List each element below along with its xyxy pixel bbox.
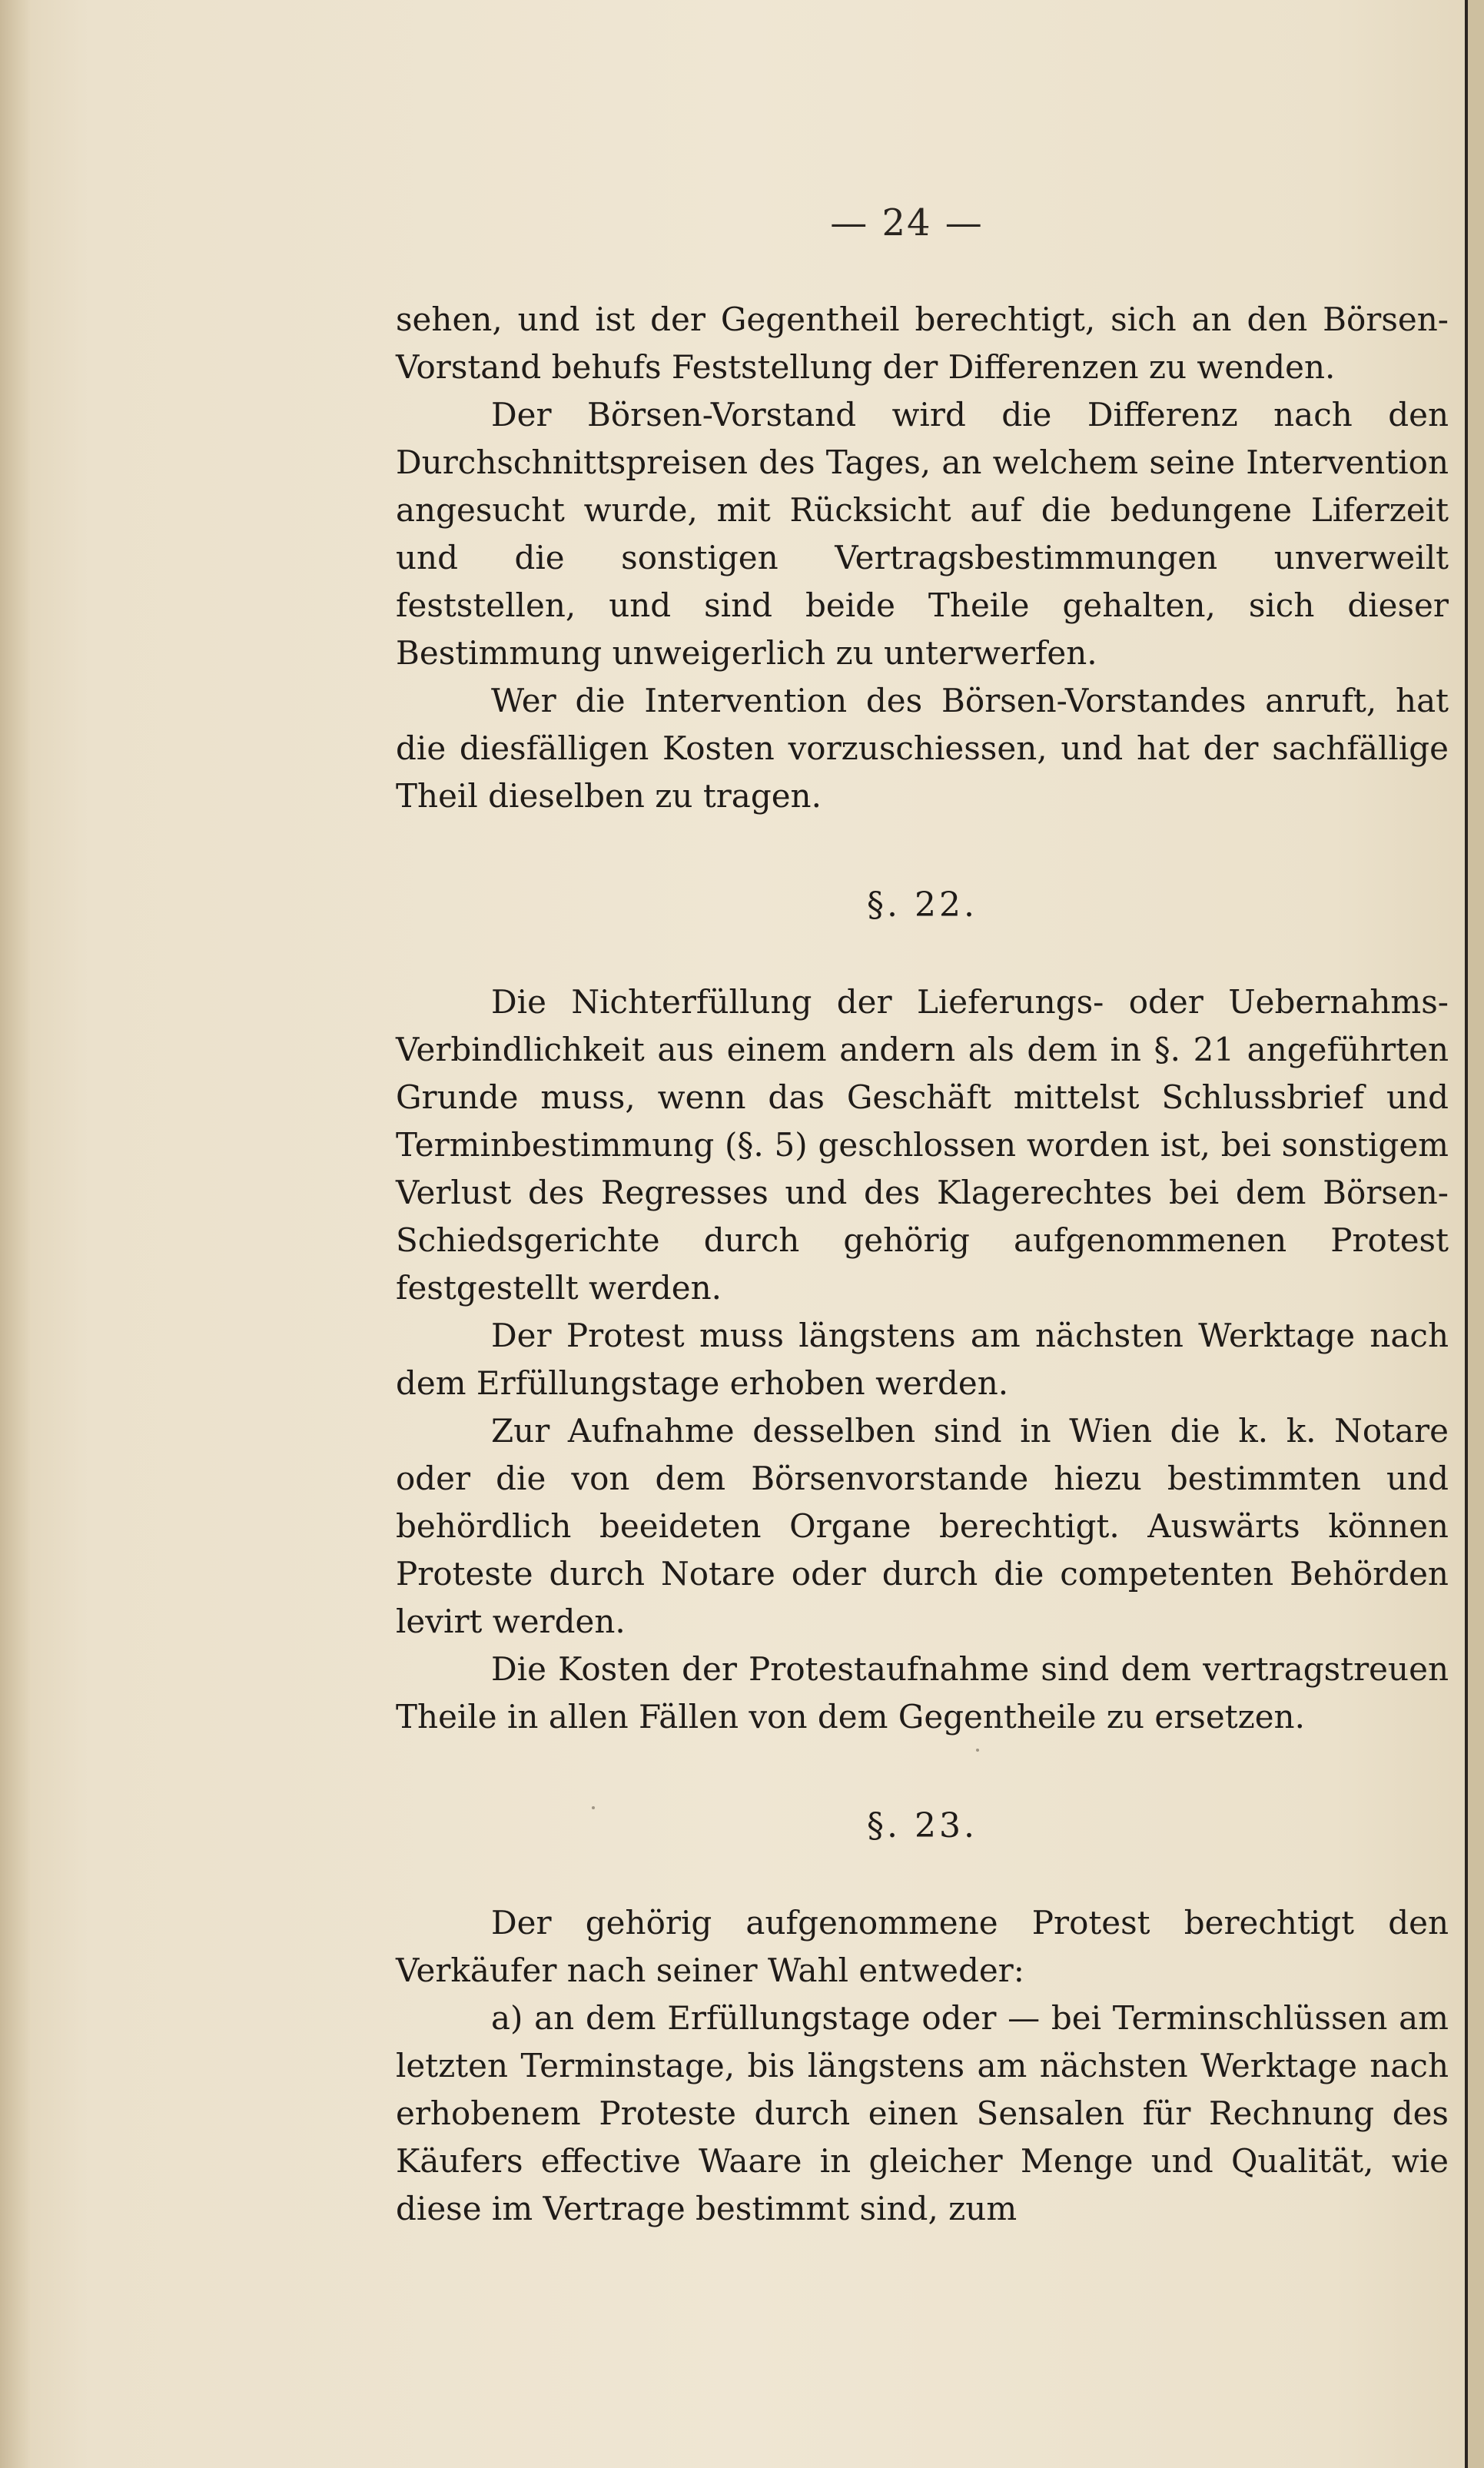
page-number: — 24 — [830, 201, 984, 244]
paragraph: a) an dem Erfüllungstage oder — bei Terminschlüssen am letzten Terminstage, bis längstens am nächsten Werktage nach erhobenem Proteste durch einen Sensalen für Rechnung des Käufers effective Waare in gleicher Menge und Qualität, wie diese im Vertrage bestimmt sind, zum [396, 1999, 1449, 2227]
section-heading: §. 23. [867, 1806, 978, 1845]
paragraph: Wer die Intervention des Börsen-Vorstandes anruft, hat die diesfälligen Kosten vorzuschiessen, und hat der sachfällige Theil dieselben zu tragen. [396, 682, 1449, 815]
paragraph: sehen, und ist der Gegentheil berechtigt, sich an den Börsen-Vorstand behufs Feststellung der Differenzen zu wenden. [396, 301, 1449, 386]
paper-speck [976, 1749, 979, 1752]
paragraph: Der Protest muss längstens am nächsten Werktage nach dem Erfüllungstage erhoben werden. [396, 1317, 1449, 1402]
show-through-left [46, 400, 338, 630]
paper-speck [592, 1806, 595, 1809]
paragraph: Die Nichterfüllung der Lieferungs- oder Uebernahms-Verbindlichkeit aus einem andern als dem in §. 21 angeführten Grunde muss, wenn das Geschäft mittelst Schlussbrief und Terminbestimmung (§. 5) geschlossen worden ist, bei sonstigem Verlust des Regresses und des Klagerechtes bei dem Börsen-Schiedsgerichte durch gehörig aufgenommenen Protest festgestellt werden. [396, 983, 1449, 1307]
paragraph: Zur Aufnahme desselben sind in Wien die k. k. Notare oder die von dem Börsenvorstande hiezu bestimmten und behördlich beeideten Organe berechtigt. Auswärts können Proteste durch Notare oder durch die competenten Behörden levirt werden. [396, 1412, 1449, 1640]
section-heading: §. 22. [867, 885, 978, 925]
right-edge-strip [1468, 0, 1484, 2468]
paragraph: Der gehörig aufgenommene Protest berechtigt den Verkäufer nach seiner Wahl entweder: [396, 1904, 1449, 1989]
binding-edge [0, 0, 31, 2468]
paragraph: Der Börsen-Vorstand wird die Differenz nach den Durchschnittspreisen des Tages, an welchem seine Intervention angesucht wurde, mit Rücksicht auf die bedungene Liferzeit und die sonstigen Vertragsbestimmungen unverweilt feststellen, und sind beide Theile gehalten, sich dieser Bestimmung unweigerlich zu unterwerfen. [396, 396, 1449, 672]
body-text [396, 296, 1449, 2233]
paragraph: Die Kosten der Protestaufnahme sind dem vertragstreuen Theile in allen Fällen von dem Gegentheile zu ersetzen. [396, 1650, 1449, 1736]
